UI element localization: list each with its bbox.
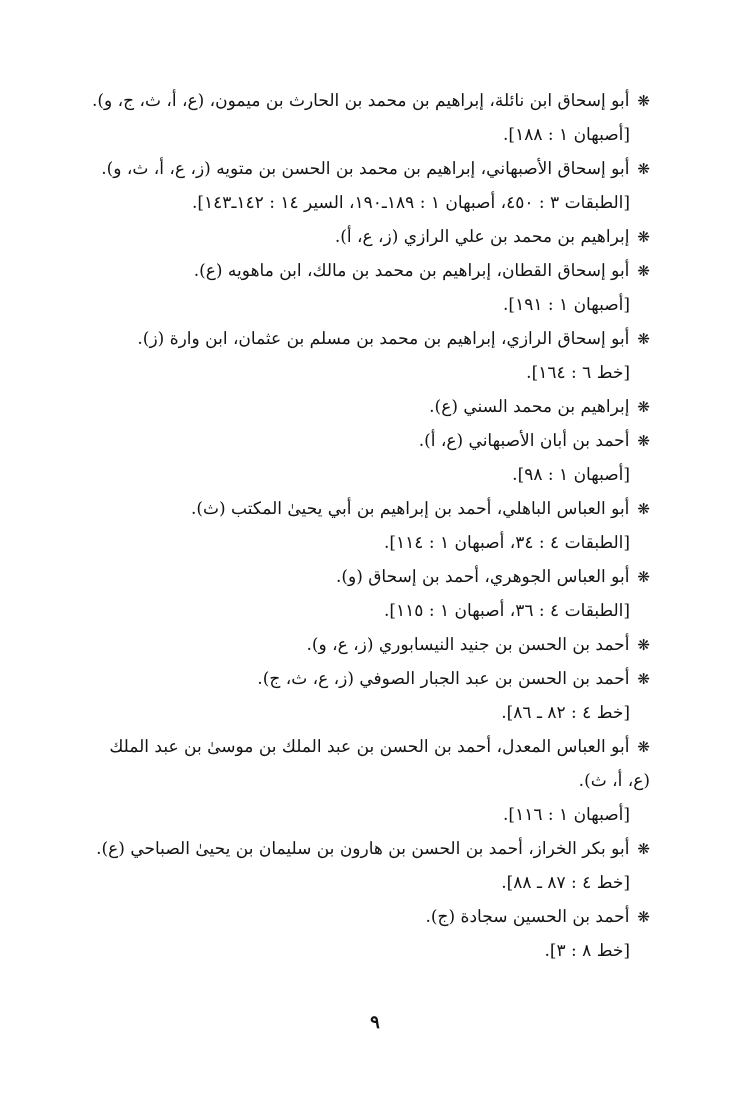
entry: [90, 492, 650, 526]
star-icon: ❋: [637, 636, 650, 654]
entry-text: أبو إسحاق ابن نائلة، إبراهيم بن محمد بن الحارث بن ميمون، (ع، أ، ث، ج، و).: [91, 91, 630, 111]
entry-reference: [خط ٤ : ٨٢ ـ ٨٦].: [501, 703, 630, 723]
entry-text: أبو إسحاق القطان، إبراهيم بن محمد بن مالك، ابن ماهويه (ع).: [193, 261, 630, 281]
entry-text: أحمد بن الحسن بن عبد الجبار الصوفي (ز، ع، ث، ج).: [257, 669, 630, 689]
entry-reference: [الطبقات ٤ : ٣٦، أصبهان ١ : ١١٥].: [384, 601, 630, 621]
entry: [90, 322, 650, 356]
entry-text: أبو بكر الخراز، أحمد بن الحسن بن هارون بن سليمان بن يحيىٰ الصباحي (ع).: [96, 839, 630, 859]
entry: [90, 390, 650, 424]
entry: [90, 832, 650, 866]
star-icon: ❋: [637, 432, 650, 450]
entry-text: أبو العباس المعدل، أحمد بن الحسن بن عبد الملك بن موسىٰ بن عبد الملك (ع، أ، ث).: [109, 737, 650, 791]
star-icon: ❋: [637, 568, 650, 586]
entry: [90, 84, 650, 118]
entry-text: أبو إسحاق الأصبهاني، إبراهيم بن محمد بن الحسن بن متويه (ز، ع، أ، ث، و).: [101, 159, 630, 179]
entry-text: إبراهيم بن محمد بن علي الرازي (ز، ع، أ).: [334, 227, 630, 247]
entry-reference: [خط ٤ : ٨٧ ـ ٨٨].: [501, 873, 630, 893]
entry: [90, 220, 650, 254]
entry: [90, 900, 650, 934]
page-number: ٩: [370, 1012, 380, 1033]
entry-reference: [الطبقات ٣ : ٤٥٠، أصبهان ١ : ١٨٩ـ١٩٠، السير ١٤ : ١٤٢ـ١٤٣].: [191, 193, 630, 213]
entry: [90, 628, 650, 662]
entry-reference: [أصبهان ١ : ٩٨].: [512, 465, 630, 485]
star-icon: ❋: [637, 670, 650, 688]
entry: [90, 424, 650, 458]
entry: [90, 152, 650, 186]
entries-list: [90, 84, 650, 968]
star-icon: ❋: [637, 330, 650, 348]
entry-text: أبو العباس الباهلي، أحمد بن إبراهيم بن أبي يحيىٰ المكتب (ث).: [190, 499, 630, 519]
star-icon: ❋: [637, 160, 650, 178]
entry-text: أحمد بن أبان الأصبهاني (ع، أ).: [418, 431, 630, 451]
entry-reference: [أصبهان ١ : ١٩١].: [503, 295, 630, 315]
star-icon: ❋: [637, 398, 650, 416]
entry-reference: [خط ٦ : ١٦٤].: [526, 363, 630, 383]
entry-text: أبو إسحاق الرازي، إبراهيم بن محمد بن مسلم بن عثمان، ابن وارة (ز).: [137, 329, 630, 349]
entry-text: أبو العباس الجوهري، أحمد بن إسحاق (و).: [335, 567, 630, 587]
entry-text: إبراهيم بن محمد السني (ع).: [429, 397, 630, 417]
star-icon: ❋: [637, 262, 650, 280]
entry-reference: [أصبهان ١ : ١١٦].: [503, 805, 630, 825]
star-icon: ❋: [637, 908, 650, 926]
star-icon: ❋: [637, 92, 650, 110]
star-icon: ❋: [637, 840, 650, 858]
entry: [90, 560, 650, 594]
entry-reference: [الطبقات ٤ : ٣٤، أصبهان ١ : ١١٤].: [384, 533, 630, 553]
entry-reference: [أصبهان ١ : ١٨٨].: [503, 125, 630, 145]
entry: [90, 730, 650, 798]
star-icon: ❋: [637, 500, 650, 518]
entry-reference: [خط ٨ : ٣].: [544, 941, 630, 961]
entry: [90, 662, 650, 696]
star-icon: ❋: [637, 738, 650, 756]
entry: [90, 254, 650, 288]
star-icon: ❋: [637, 228, 650, 246]
entry-text: أحمد بن الحسين سجادة (ج).: [425, 907, 630, 927]
entry-text: أحمد بن الحسن بن جنيد النيسابوري (ز، ع، و).: [306, 635, 630, 655]
